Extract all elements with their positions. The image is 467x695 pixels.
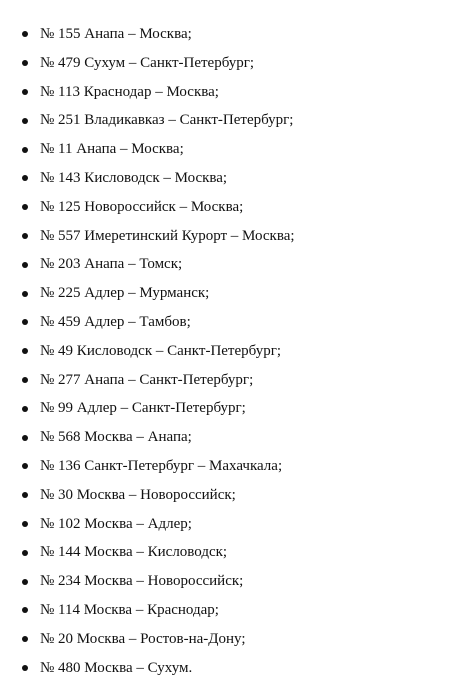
- route-text: № 251 Владикавказ – Санкт-Петербург;: [40, 112, 294, 129]
- list-item: [0, 625, 467, 654]
- list-item: [0, 164, 467, 193]
- bullet-icon: [22, 291, 28, 297]
- bullet-icon: [22, 147, 28, 153]
- list-item: [0, 337, 467, 366]
- bullet-icon: [22, 435, 28, 441]
- list-item: [0, 366, 467, 395]
- bullet-icon: [22, 89, 28, 95]
- route-text: № 11 Анапа – Москва;: [40, 141, 184, 158]
- bullet-icon: [22, 665, 28, 671]
- bullet-icon: [22, 204, 28, 210]
- bullet-icon: [22, 175, 28, 181]
- route-text: № 277 Анапа – Санкт-Петербург;: [40, 371, 254, 388]
- list-item: [0, 308, 467, 337]
- list-item: [0, 452, 467, 481]
- route-text: № 49 Кисловодск – Санкт-Петербург;: [40, 342, 282, 359]
- route-text: № 479 Сухум – Санкт-Петербург;: [40, 54, 255, 71]
- list-item: [0, 49, 467, 78]
- list-item: [0, 481, 467, 510]
- route-text: № 20 Москва – Ростов-на-Дону;: [40, 630, 246, 647]
- route-text: № 102 Москва – Адлер;: [40, 515, 192, 532]
- list-item: [0, 20, 467, 49]
- list-item: [0, 279, 467, 308]
- bullet-icon: [22, 463, 28, 469]
- bullet-icon: [22, 31, 28, 37]
- bullet-icon: [22, 118, 28, 124]
- bullet-icon: [22, 377, 28, 383]
- bullet-icon: [22, 319, 28, 325]
- list-item: [0, 78, 467, 107]
- route-text: № 203 Анапа – Томск;: [40, 256, 183, 273]
- list-item: [0, 394, 467, 423]
- list-item: [0, 538, 467, 567]
- train-route-list: [0, 20, 467, 682]
- list-item: [0, 510, 467, 539]
- list-item: [0, 567, 467, 596]
- bullet-icon: [22, 636, 28, 642]
- bullet-icon: [22, 233, 28, 239]
- bullet-icon: [22, 607, 28, 613]
- route-text: № 30 Москва – Новороссийск;: [40, 486, 236, 503]
- route-text: № 136 Санкт-Петербург – Махачкала;: [40, 457, 283, 474]
- route-text: № 125 Новороссийск – Москва;: [40, 198, 244, 215]
- bullet-icon: [22, 348, 28, 354]
- list-item: [0, 135, 467, 164]
- list-item: [0, 106, 467, 135]
- bullet-icon: [22, 406, 28, 412]
- route-text: № 155 Анапа – Москва;: [40, 26, 192, 42]
- route-text: № 234 Москва – Новороссийск;: [40, 573, 244, 590]
- bullet-icon: [22, 60, 28, 66]
- route-text: № 99 Адлер – Санкт-Петербург;: [40, 400, 246, 417]
- route-text: № 557 Имеретинский Курорт – Москва;: [40, 227, 295, 244]
- bullet-icon: [22, 262, 28, 268]
- bullet-icon: [22, 550, 28, 556]
- route-text: № 480 Москва – Сухум.: [40, 659, 193, 676]
- list-item: [0, 596, 467, 625]
- route-text: № 568 Москва – Анапа;: [40, 429, 192, 446]
- list-item: [0, 193, 467, 222]
- route-text: № 225 Адлер – Мурманск;: [40, 285, 210, 302]
- route-text: № 144 Москва – Кисловодск;: [40, 544, 228, 561]
- bullet-icon: [22, 579, 28, 585]
- bullet-icon: [22, 521, 28, 527]
- route-text: № 113 Краснодар – Москва;: [40, 83, 219, 100]
- bullet-icon: [22, 492, 28, 498]
- list-item: [0, 222, 467, 251]
- route-text: № 143 Кисловодск – Москва;: [40, 169, 228, 186]
- list-item: [0, 250, 467, 279]
- route-text: № 114 Москва – Краснодар;: [40, 601, 219, 618]
- route-text: № 459 Адлер – Тамбов;: [40, 313, 191, 330]
- list-item: [0, 423, 467, 452]
- list-item: [0, 654, 467, 683]
